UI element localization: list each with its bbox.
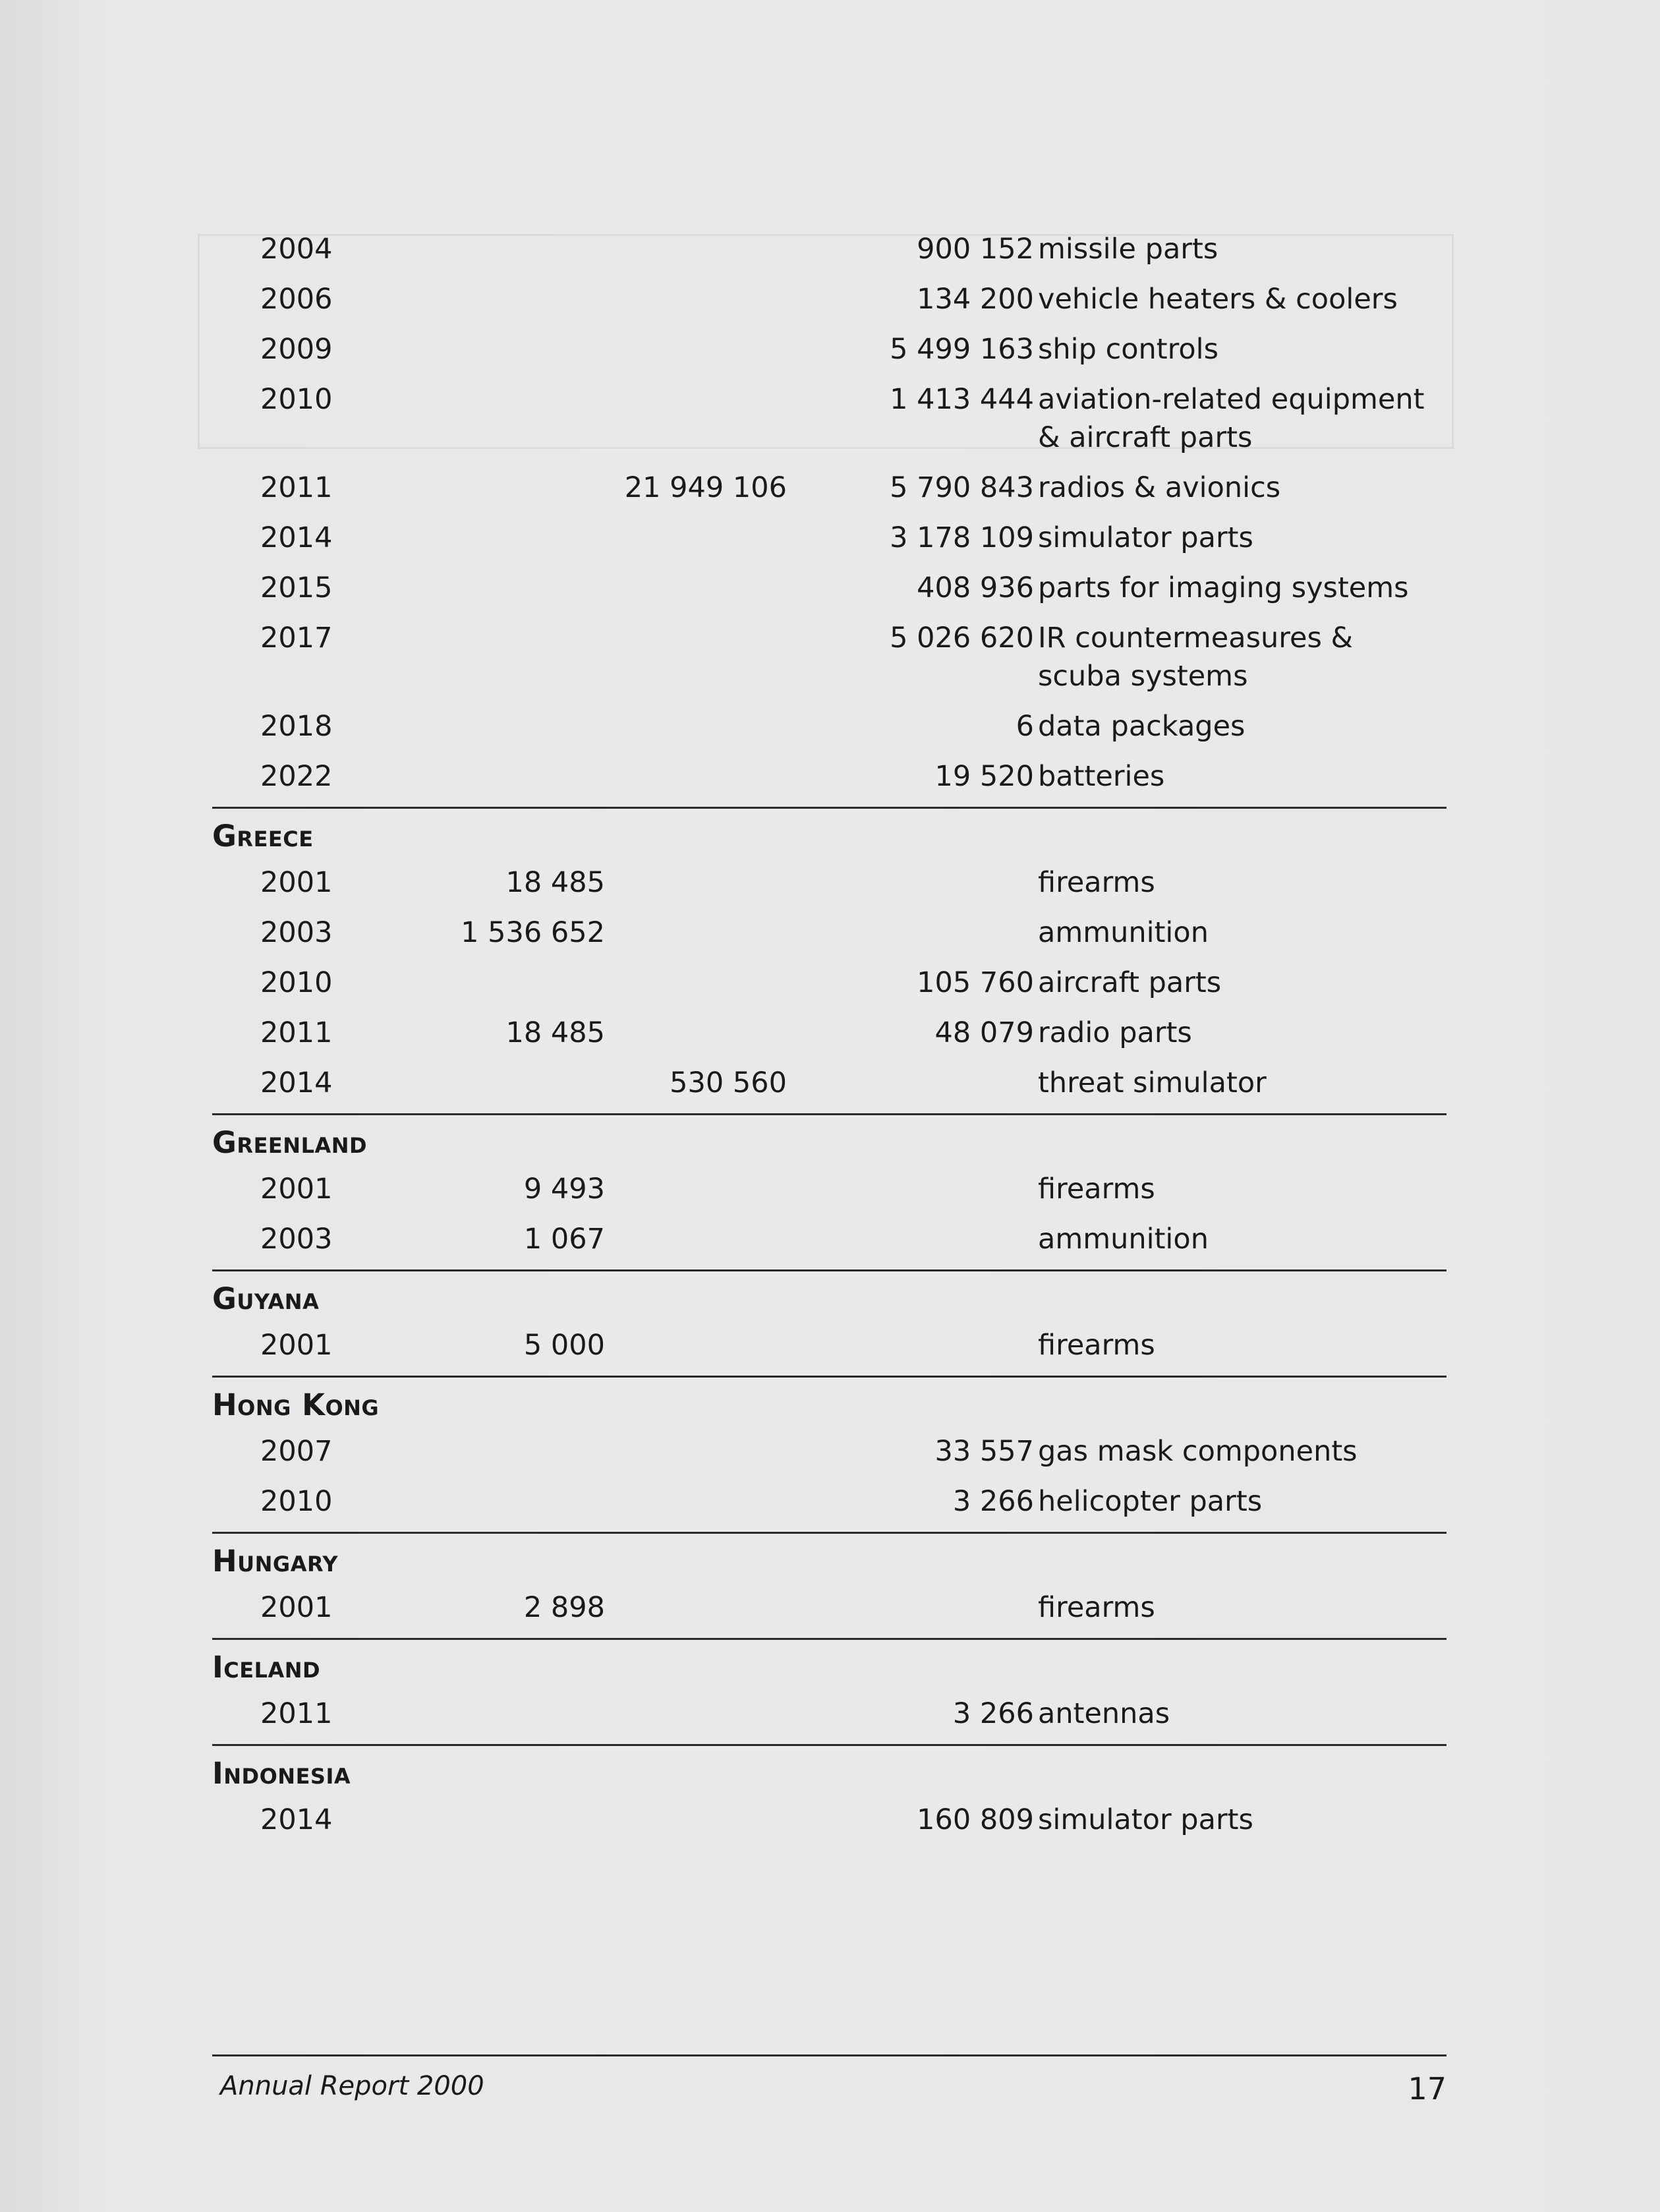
year-cell: 2011	[260, 1016, 333, 1049]
export-table	[212, 224, 1446, 1845]
table-row	[212, 1008, 1446, 1058]
page-footer	[212, 2054, 1446, 2107]
year-cell: 2018	[260, 710, 333, 743]
comment-cell: IR countermeasures & scuba systems	[1038, 622, 1354, 693]
comment-cell: aviation-related equipment & aircraft parts	[1038, 383, 1425, 454]
parts-value-cell: 530 560	[670, 1066, 787, 1099]
comment-cell: data packages	[1038, 710, 1245, 743]
comment-cell: helicopter parts	[1038, 1485, 1263, 1518]
year-cell: 2010	[260, 966, 333, 999]
table-row	[212, 463, 1446, 513]
comment-cell: vehicle heaters & coolers	[1038, 283, 1398, 316]
comment-cell: simulator parts	[1038, 1803, 1253, 1836]
table-row	[212, 1476, 1446, 1527]
systems-value-cell: 5 790 843	[890, 471, 1034, 504]
year-cell: 2009	[260, 333, 333, 366]
footer-title: Annual Report 2000	[220, 2071, 484, 2101]
year-cell: 2014	[260, 1803, 333, 1836]
table-row	[212, 1320, 1446, 1370]
table-row	[212, 324, 1446, 374]
year-cell: 2001	[260, 866, 333, 899]
country-heading: Greenland	[212, 1125, 368, 1160]
systems-value-cell: 105 760	[917, 966, 1034, 999]
systems-value-cell: 5 499 163	[890, 333, 1034, 366]
commercial-value-cell: 2 898	[523, 1591, 605, 1624]
year-cell: 2001	[260, 1591, 333, 1624]
comment-cell: firearms	[1038, 1173, 1155, 1206]
country-heading: Guyana	[212, 1281, 320, 1316]
country-section	[212, 1638, 1446, 1739]
year-cell: 2022	[260, 760, 333, 793]
systems-value-cell: 19 520	[934, 760, 1034, 793]
systems-value-cell: 134 200	[917, 283, 1034, 316]
systems-value-cell: 48 079	[934, 1016, 1034, 1049]
systems-value-cell: 5 026 620	[890, 622, 1034, 655]
year-cell: 2010	[260, 1485, 333, 1518]
comment-cell: batteries	[1038, 760, 1165, 793]
country-section	[212, 1113, 1446, 1264]
comment-cell: firearms	[1038, 1329, 1155, 1362]
table-row	[212, 1689, 1446, 1739]
year-cell: 2017	[260, 622, 333, 655]
parts-value-cell: 21 949 106	[624, 471, 787, 504]
commercial-value-cell: 1 067	[523, 1223, 605, 1256]
systems-value-cell: 3 266	[952, 1697, 1034, 1730]
systems-value-cell: 1 413 444	[890, 383, 1034, 416]
commercial-value-cell: 5 000	[523, 1329, 605, 1362]
comment-cell: firearms	[1038, 866, 1155, 899]
table-row	[212, 374, 1446, 463]
comment-cell: gas mask components	[1038, 1435, 1358, 1468]
country-section	[212, 1269, 1446, 1370]
table-row	[212, 1214, 1446, 1264]
country-section	[212, 1532, 1446, 1633]
year-cell: 2014	[260, 521, 333, 554]
country-section	[212, 1376, 1446, 1527]
commercial-value-cell: 1 536 652	[461, 916, 605, 949]
commercial-value-cell: 18 485	[505, 1016, 605, 1049]
comment-cell: antennas	[1038, 1697, 1170, 1730]
year-cell: 2004	[260, 233, 333, 266]
comment-cell: parts for imaging systems	[1038, 571, 1409, 604]
country-heading: Greece	[212, 819, 314, 854]
table-row	[212, 1164, 1446, 1214]
year-cell: 2010	[260, 383, 333, 416]
country-heading: Iceland	[212, 1650, 321, 1685]
country-section	[212, 807, 1446, 1108]
comment-cell: ship controls	[1038, 333, 1219, 366]
systems-value-cell: 160 809	[917, 1803, 1034, 1836]
table-row	[212, 1795, 1446, 1845]
table-row	[212, 513, 1446, 563]
comment-cell: threat simulator	[1038, 1066, 1267, 1099]
commercial-value-cell: 9 493	[523, 1173, 605, 1206]
year-cell: 2006	[260, 283, 333, 316]
year-cell: 2007	[260, 1435, 333, 1468]
comment-cell: radios & avionics	[1038, 471, 1281, 504]
table-row	[212, 563, 1446, 613]
comment-cell: firearms	[1038, 1591, 1155, 1624]
year-cell: 2011	[260, 1697, 333, 1730]
comment-cell: missile parts	[1038, 233, 1218, 266]
year-cell: 2015	[260, 571, 333, 604]
comment-cell: aircraft parts	[1038, 966, 1222, 999]
country-heading: Indonesia	[212, 1756, 351, 1791]
country-heading: Hong Kong	[212, 1387, 380, 1422]
table-row	[212, 751, 1446, 801]
table-row	[212, 274, 1446, 324]
systems-value-cell: 6	[1016, 710, 1034, 743]
table-row	[212, 958, 1446, 1008]
comment-cell: simulator parts	[1038, 521, 1253, 554]
comment-cell: radio parts	[1038, 1016, 1192, 1049]
year-cell: 2003	[260, 916, 333, 949]
table-row	[212, 1058, 1446, 1108]
country-section	[212, 1744, 1446, 1845]
table-row	[212, 701, 1446, 751]
table-row	[212, 908, 1446, 958]
systems-value-cell: 900 152	[917, 233, 1034, 266]
year-cell: 2001	[260, 1173, 333, 1206]
comment-cell: ammunition	[1038, 1223, 1209, 1256]
year-cell: 2014	[260, 1066, 333, 1099]
systems-value-cell: 3 178 109	[890, 521, 1034, 554]
year-cell: 2011	[260, 471, 333, 504]
year-cell: 2001	[260, 1329, 333, 1362]
table-row	[212, 224, 1446, 274]
country-heading: Hungary	[212, 1544, 339, 1579]
table-row	[212, 613, 1446, 701]
table-row	[212, 1426, 1446, 1476]
table-row	[212, 858, 1446, 908]
systems-value-cell: 33 557	[934, 1435, 1034, 1468]
systems-value-cell: 3 266	[952, 1485, 1034, 1518]
commercial-value-cell: 18 485	[505, 866, 605, 899]
year-cell: 2003	[260, 1223, 333, 1256]
systems-value-cell: 408 936	[917, 571, 1034, 604]
page-number: 17	[1408, 2071, 1446, 2107]
comment-cell: ammunition	[1038, 916, 1209, 949]
table-row	[212, 1583, 1446, 1633]
